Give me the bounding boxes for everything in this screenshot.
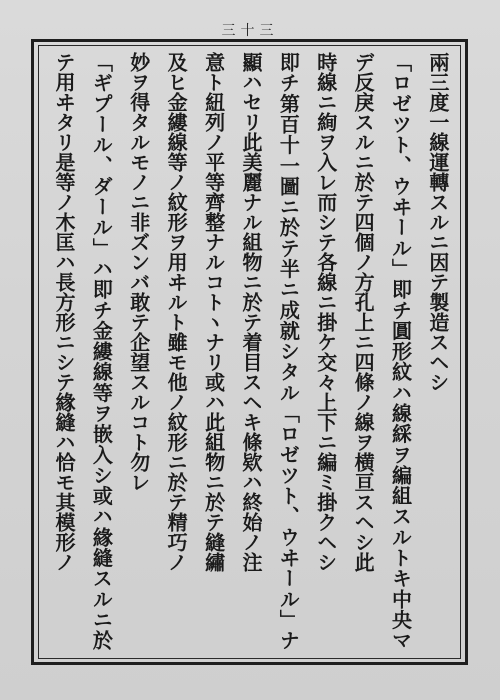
page-number: 三十三 xyxy=(221,23,279,39)
text-column-4: 時線ニ絢ヲ入レ而シテ各線ニ掛ケ交々上下ニ編ミ掛クヘシ xyxy=(313,52,338,572)
text-column-9: 妙ヲ得タルモノニ非ズンバ敢テ企望スルコト勿レ xyxy=(126,52,151,492)
text-column-7: 意ト紐列ノ平等齊整ナルコトヽナリ或ハ此組物ニ於テ縫繡 xyxy=(201,52,226,572)
text-column-1: 兩三度一線運轉スルニ因テ製造スヘシ xyxy=(425,52,450,392)
text-column-10: 「ギプール、ダール」ハ即チ金縷線等ヲ嵌入シ或ハ緣縫スルニ於 xyxy=(89,52,114,650)
text-column-8: 及ヒ金縷線等ノ紋形ヲ用ヰルト雖モ他ノ紋形ニ於テ精巧ノ xyxy=(164,52,189,572)
vertical-text-body xyxy=(50,52,450,650)
text-column-11: テ用ヰタリ是等ノ木匡ハ長方形ニシテ緣縫ハ恰モ其模形ノ xyxy=(52,52,76,572)
text-column-3: デ反戾スルニ於テ四個ノ方孔上ニ四條ノ線ヲ横亘スヘシ此 xyxy=(351,52,376,572)
text-column-2: 「ロゼツト、ウヰール」即チ圓形紋ハ線綵ヲ編組スルトキ中央マ xyxy=(388,52,413,650)
text-column-5: 即チ第百十一圖ニ於テ半ニ成就シタル「ロゼツト、ウヰール」ナ xyxy=(276,52,301,650)
text-column-6: 顯ハセリ此美麗ナル組物ニ於テ着目スヘキ條欵ハ終始ノ注 xyxy=(238,52,263,572)
